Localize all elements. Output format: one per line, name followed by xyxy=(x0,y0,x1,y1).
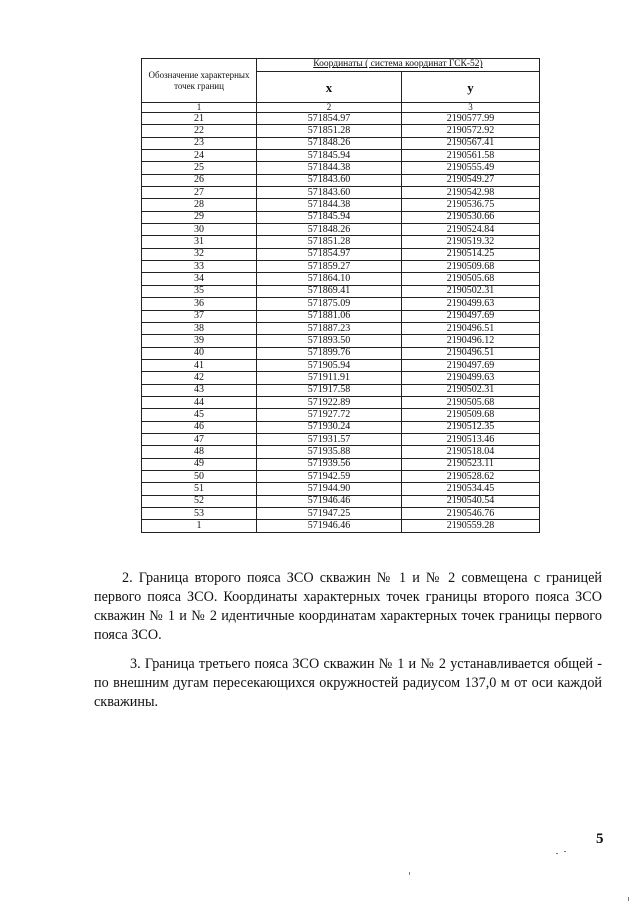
y-coordinate-cell: 2190496.51 xyxy=(402,322,540,334)
scan-speck xyxy=(628,897,629,901)
column-number-row xyxy=(142,103,540,113)
table-row xyxy=(142,137,540,149)
table-row xyxy=(142,236,540,248)
y-coordinate-cell: 2190502.31 xyxy=(402,384,540,396)
x-coordinate-cell: 571854.97 xyxy=(257,248,402,260)
point-id-cell: 21 xyxy=(142,113,257,125)
designation-header: Обозначение характерных точек границ xyxy=(142,59,257,103)
y-coordinate-cell: 2190523.11 xyxy=(402,458,540,470)
x-coordinate-cell: 571887.23 xyxy=(257,322,402,334)
table-row xyxy=(142,150,540,162)
x-coordinate-cell: 571845.94 xyxy=(257,211,402,223)
paragraph-text: 3. Граница третьего пояса ЗСО скважин № 1 и № 2 устанавливается общей - по внешним дугам пересекающихся окружностей радиусом 137,0 м от оси каждой скважины. xyxy=(94,656,602,710)
paragraph-third-zone xyxy=(94,655,602,712)
y-coordinate-cell: 2190499.63 xyxy=(402,372,540,384)
table-row xyxy=(142,211,540,223)
y-coordinate-cell: 2190542.98 xyxy=(402,187,540,199)
point-id-cell: 42 xyxy=(142,372,257,384)
point-id-cell: 33 xyxy=(142,261,257,273)
x-coordinate-cell: 571946.46 xyxy=(257,520,402,532)
table-row xyxy=(142,347,540,359)
y-coordinate-cell: 2190534.45 xyxy=(402,483,540,495)
table-row xyxy=(142,520,540,532)
point-id-cell: 25 xyxy=(142,162,257,174)
scan-speck xyxy=(556,853,558,854)
point-id-cell: 29 xyxy=(142,211,257,223)
point-id-cell: 49 xyxy=(142,458,257,470)
point-id-cell: 38 xyxy=(142,322,257,334)
x-coordinate-cell: 571931.57 xyxy=(257,433,402,445)
table-row xyxy=(142,335,540,347)
table-row xyxy=(142,224,540,236)
y-coordinate-cell: 2190530.66 xyxy=(402,211,540,223)
point-id-cell: 50 xyxy=(142,470,257,482)
x-coordinate-cell: 571875.09 xyxy=(257,298,402,310)
x-coordinate-cell: 571843.60 xyxy=(257,174,402,186)
x-header: х xyxy=(257,72,402,103)
y-coordinate-cell: 2190572.92 xyxy=(402,125,540,137)
x-coordinate-cell: 571927.72 xyxy=(257,409,402,421)
point-id-cell: 37 xyxy=(142,310,257,322)
point-id-cell: 48 xyxy=(142,446,257,458)
point-id-cell: 32 xyxy=(142,248,257,260)
point-id-cell: 45 xyxy=(142,409,257,421)
y-coordinate-cell: 2190577.99 xyxy=(402,113,540,125)
table-row xyxy=(142,470,540,482)
x-coordinate-cell: 571893.50 xyxy=(257,335,402,347)
point-id-cell: 28 xyxy=(142,199,257,211)
y-coordinate-cell: 2190540.54 xyxy=(402,495,540,507)
point-id-cell: 53 xyxy=(142,508,257,520)
table-row xyxy=(142,446,540,458)
y-coordinate-cell: 2190512.35 xyxy=(402,421,540,433)
y-header: у xyxy=(402,72,540,103)
point-id-cell: 26 xyxy=(142,174,257,186)
table-row xyxy=(142,433,540,445)
x-coordinate-cell: 571859.27 xyxy=(257,261,402,273)
coordinates-table xyxy=(141,58,540,533)
y-coordinate-cell: 2190518.04 xyxy=(402,446,540,458)
point-id-cell: 52 xyxy=(142,495,257,507)
y-coordinate-cell: 2190502.31 xyxy=(402,285,540,297)
table-row xyxy=(142,359,540,371)
point-id-cell: 44 xyxy=(142,396,257,408)
y-coordinate-cell: 2190555.49 xyxy=(402,162,540,174)
x-coordinate-cell: 571930.24 xyxy=(257,421,402,433)
point-id-cell: 46 xyxy=(142,421,257,433)
y-coordinate-cell: 2190509.68 xyxy=(402,261,540,273)
point-id-cell: 36 xyxy=(142,298,257,310)
coordinates-header: Координаты ( система координат ГСК-52) xyxy=(257,59,540,72)
point-id-cell: 35 xyxy=(142,285,257,297)
y-coordinate-cell: 2190496.51 xyxy=(402,347,540,359)
x-coordinate-cell: 571844.38 xyxy=(257,162,402,174)
x-coordinate-cell: 571848.26 xyxy=(257,137,402,149)
y-coordinate-cell: 2190499.63 xyxy=(402,298,540,310)
table-row xyxy=(142,409,540,421)
y-coordinate-cell: 2190513.46 xyxy=(402,433,540,445)
point-id-cell: 24 xyxy=(142,150,257,162)
table-row xyxy=(142,187,540,199)
table-row xyxy=(142,125,540,137)
point-id-cell: 41 xyxy=(142,359,257,371)
table-row xyxy=(142,285,540,297)
x-coordinate-cell: 571947.25 xyxy=(257,508,402,520)
y-coordinate-cell: 2190505.68 xyxy=(402,273,540,285)
x-coordinate-cell: 571946.46 xyxy=(257,495,402,507)
table-row xyxy=(142,458,540,470)
table-row xyxy=(142,508,540,520)
table-row xyxy=(142,113,540,125)
paragraph-text: 2. Граница второго пояса ЗСО скважин № 1 и № 2 совмещена с границей первого пояса ЗСО. Координаты характерных точек границы второго пояса ЗСО скважин № 1 и № 2 идентичные координатам характерных точек границы первого пояса ЗСО. xyxy=(94,570,602,643)
x-coordinate-cell: 571935.88 xyxy=(257,446,402,458)
y-coordinate-cell: 2190536.75 xyxy=(402,199,540,211)
point-id-cell: 31 xyxy=(142,236,257,248)
x-coordinate-cell: 571843.60 xyxy=(257,187,402,199)
y-coordinate-cell: 2190497.69 xyxy=(402,310,540,322)
y-coordinate-cell: 2190561.58 xyxy=(402,150,540,162)
table-body xyxy=(142,113,540,533)
column-number: 3 xyxy=(402,103,540,113)
point-id-cell: 23 xyxy=(142,137,257,149)
x-coordinate-cell: 571899.76 xyxy=(257,347,402,359)
table-row xyxy=(142,396,540,408)
table-row xyxy=(142,384,540,396)
table-row xyxy=(142,372,540,384)
point-id-cell: 47 xyxy=(142,433,257,445)
x-coordinate-cell: 571944.90 xyxy=(257,483,402,495)
table-row xyxy=(142,483,540,495)
table-row xyxy=(142,174,540,186)
x-coordinate-cell: 571942.59 xyxy=(257,470,402,482)
table-row xyxy=(142,162,540,174)
table-row xyxy=(142,273,540,285)
point-id-cell: 30 xyxy=(142,224,257,236)
y-coordinate-cell: 2190567.41 xyxy=(402,137,540,149)
point-id-cell: 51 xyxy=(142,483,257,495)
x-coordinate-cell: 571848.26 xyxy=(257,224,402,236)
y-coordinate-cell: 2190559.28 xyxy=(402,520,540,532)
y-coordinate-cell: 2190519.32 xyxy=(402,236,540,248)
point-id-cell: 34 xyxy=(142,273,257,285)
table-row xyxy=(142,248,540,260)
y-coordinate-cell: 2190546.76 xyxy=(402,508,540,520)
y-coordinate-cell: 2190514.25 xyxy=(402,248,540,260)
x-coordinate-cell: 571905.94 xyxy=(257,359,402,371)
y-coordinate-cell: 2190528.62 xyxy=(402,470,540,482)
y-coordinate-cell: 2190524.84 xyxy=(402,224,540,236)
y-coordinate-cell: 2190505.68 xyxy=(402,396,540,408)
x-coordinate-cell: 571881.06 xyxy=(257,310,402,322)
table-row xyxy=(142,310,540,322)
page-number: 5 xyxy=(596,831,604,847)
column-number: 1 xyxy=(142,103,257,113)
x-coordinate-cell: 571869.41 xyxy=(257,285,402,297)
x-coordinate-cell: 571917.58 xyxy=(257,384,402,396)
x-coordinate-cell: 571922.89 xyxy=(257,396,402,408)
x-coordinate-cell: 571864.10 xyxy=(257,273,402,285)
x-coordinate-cell: 571845.94 xyxy=(257,150,402,162)
point-id-cell: 40 xyxy=(142,347,257,359)
table-row xyxy=(142,421,540,433)
table-row xyxy=(142,199,540,211)
point-id-cell: 39 xyxy=(142,335,257,347)
table-row xyxy=(142,261,540,273)
x-coordinate-cell: 571911.91 xyxy=(257,372,402,384)
y-coordinate-cell: 2190496.12 xyxy=(402,335,540,347)
x-coordinate-cell: 571844.38 xyxy=(257,199,402,211)
scan-speck xyxy=(409,872,410,875)
scan-speck xyxy=(564,851,566,852)
x-coordinate-cell: 571939.56 xyxy=(257,458,402,470)
point-id-cell: 22 xyxy=(142,125,257,137)
y-coordinate-cell: 2190509.68 xyxy=(402,409,540,421)
point-id-cell: 1 xyxy=(142,520,257,532)
table-row xyxy=(142,495,540,507)
x-coordinate-cell: 571851.28 xyxy=(257,236,402,248)
table-row xyxy=(142,322,540,334)
point-id-cell: 43 xyxy=(142,384,257,396)
x-coordinate-cell: 571854.97 xyxy=(257,113,402,125)
y-coordinate-cell: 2190549.27 xyxy=(402,174,540,186)
column-number: 2 xyxy=(257,103,402,113)
point-id-cell: 27 xyxy=(142,187,257,199)
table-row xyxy=(142,298,540,310)
x-coordinate-cell: 571851.28 xyxy=(257,125,402,137)
y-coordinate-cell: 2190497.69 xyxy=(402,359,540,371)
paragraph-second-zone xyxy=(94,569,602,645)
